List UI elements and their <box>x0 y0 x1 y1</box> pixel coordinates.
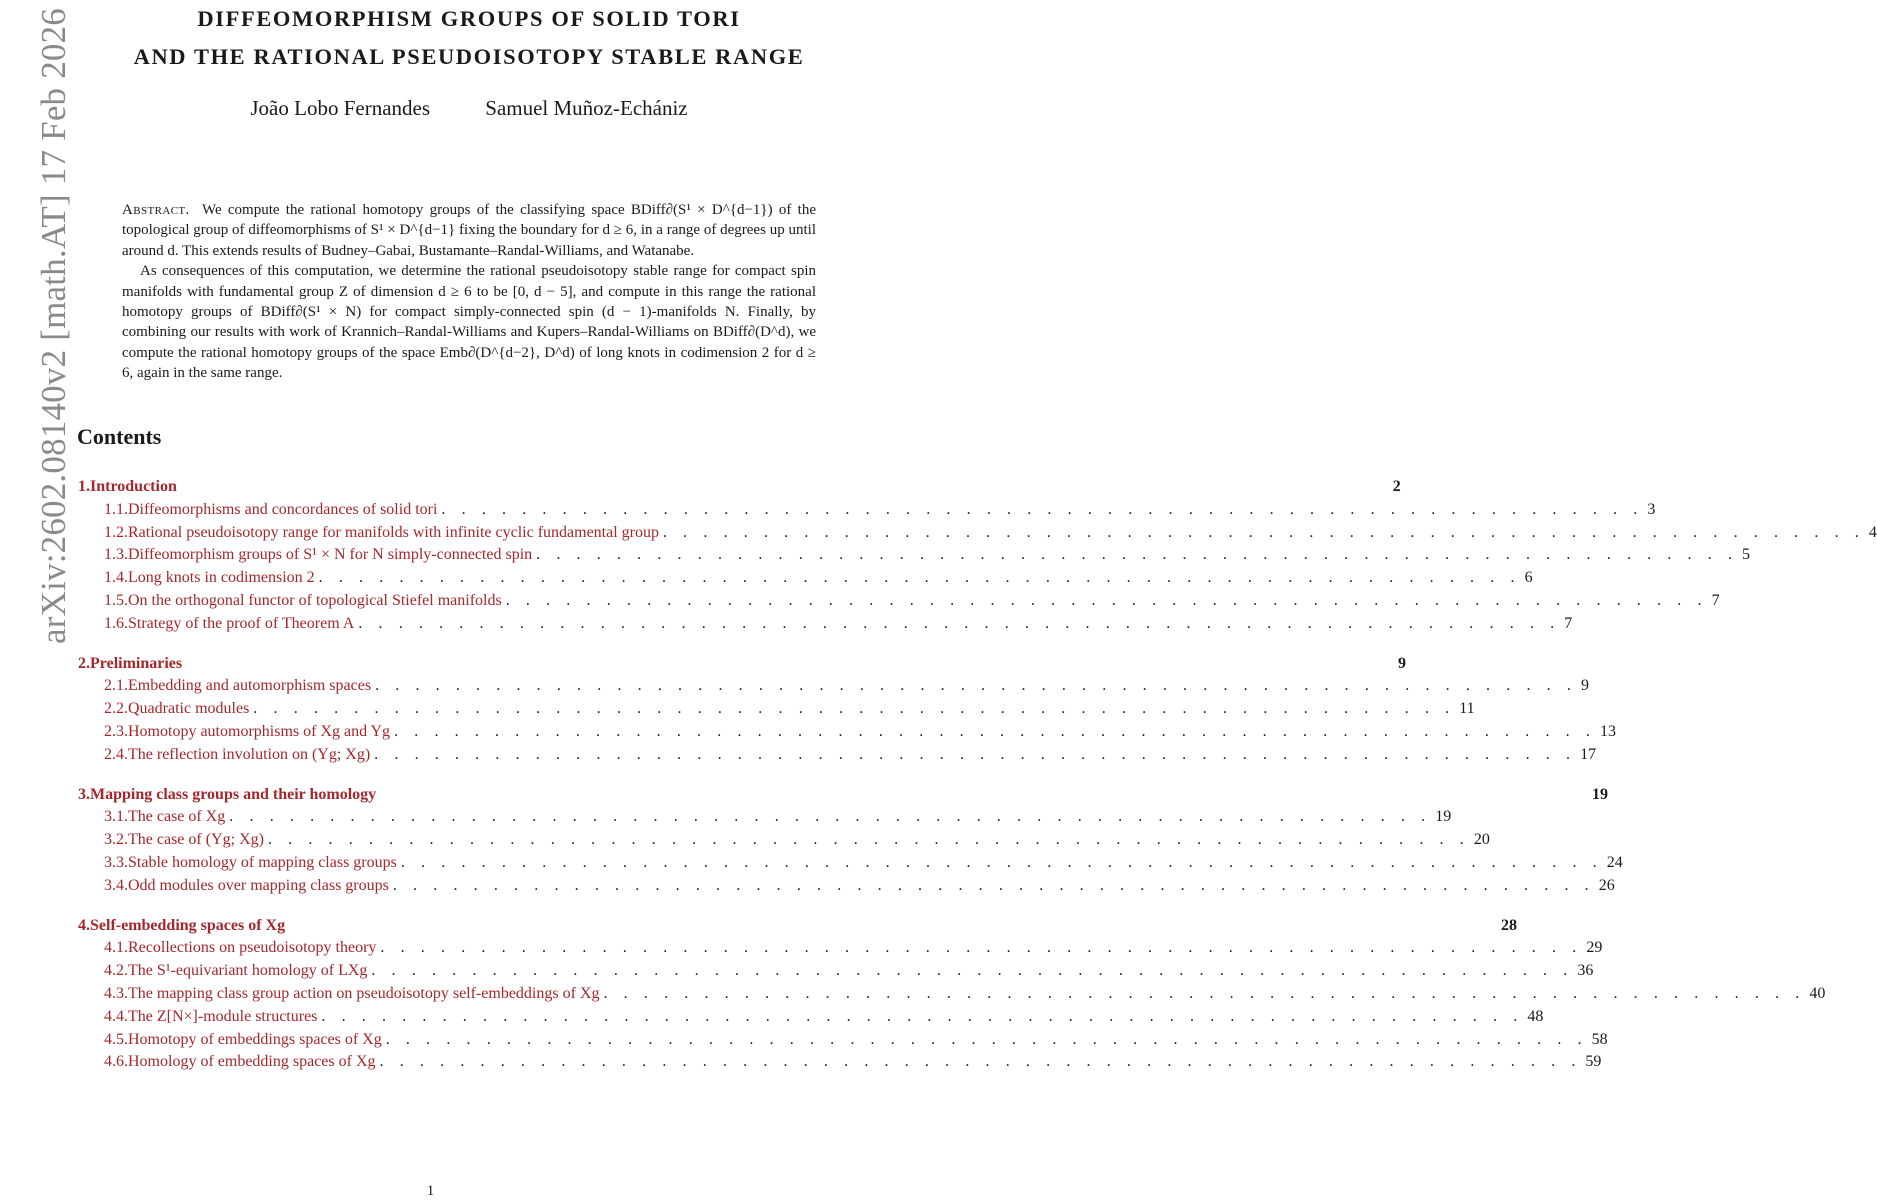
paper-title <box>70 0 868 76</box>
toc-subsection-entry[interactable] <box>78 591 1720 615</box>
toc-entry-title[interactable]: On the orthogonal functor of topological Stiefel manifolds <box>128 591 502 609</box>
toc-section-entry[interactable] <box>78 785 1609 809</box>
toc-entry-title[interactable]: Embedding and automorphism spaces <box>128 677 372 695</box>
toc-section <box>78 478 1877 638</box>
toc-entry-page: 48 <box>1527 1007 1544 1025</box>
page-number: 1 <box>426 1183 435 1199</box>
toc-subsection-entry[interactable] <box>78 745 1597 769</box>
toc-entry-page: 6 <box>1524 569 1533 587</box>
toc-entry-number: 1.1. <box>104 500 128 518</box>
toc-entry-title[interactable]: The mapping class group action on pseudoisotopy self-embeddings of Xg <box>128 984 600 1002</box>
toc-entry-number: 4.1. <box>104 939 128 957</box>
toc-entry-page: 20 <box>1473 831 1490 849</box>
toc-leader-dots: . . . . . . . . . . . . . . . . . . . . . . . . . . . . . . . . . . . . . . . . . . . . . . . . . . . . . . . . . . . . <box>603 984 1806 1002</box>
toc-entry-title[interactable]: The case of Xg <box>128 808 226 826</box>
toc-entry-page: 24 <box>1606 853 1623 871</box>
toc-entry-page: 19 <box>1435 808 1452 826</box>
toc-entry-page: 28 <box>1501 916 1518 934</box>
toc-section <box>78 654 1616 769</box>
toc-subsection-entry[interactable] <box>78 1007 1544 1031</box>
toc-entry-page: 3 <box>1647 500 1656 518</box>
toc-entry-page: 29 <box>1586 939 1603 957</box>
toc-subsection-entry[interactable] <box>78 614 1573 638</box>
toc-leader-dots: . . . . . . . . . . . . . . . . . . . . . . . . . . . . . . . . . . . . . . . . . . . . . . . . . . . . . . . . . . . . <box>375 677 1577 695</box>
author-1: João Lobo Fernandes <box>250 96 431 120</box>
toc-subsection-entry[interactable] <box>78 500 1656 524</box>
toc-entry-page: 36 <box>1577 962 1594 980</box>
toc-entry-title[interactable]: Homology of embedding spaces of Xg <box>128 1053 376 1071</box>
toc-entry-number: 3.1. <box>104 808 128 826</box>
toc-leader-dots: . . . . . . . . . . . . . . . . . . . . . . . . . . . . . . . . . . . . . . . . . . . . . . . . . . . . . . . . . . . . <box>371 962 1574 980</box>
toc-subsection-entry[interactable] <box>78 853 1623 877</box>
toc-leader-dots: . . . . . . . . . . . . . . . . . . . . . . . . . . . . . . . . . . . . . . . . . . . . . . . . . . . . . . . . . . . . <box>374 745 1577 763</box>
toc-leader-dots: . . . . . . . . . . . . . . . . . . . . . . . . . . . . . . . . . . . . . . . . . . . . . . . . . . . . . . . . . . . . <box>400 853 1603 871</box>
toc-entry-number: 4.3. <box>104 984 128 1002</box>
title-line-1: DIFFEOMORPHISM GROUPS OF SOLID TORI <box>197 6 741 31</box>
table-of-contents <box>78 478 1877 1093</box>
toc-entry-page: 58 <box>1591 1030 1608 1048</box>
toc-entry-title[interactable]: Self-embedding spaces of Xg <box>90 916 286 934</box>
toc-entry-page: 9 <box>1398 654 1407 672</box>
toc-leader-dots: . . . . . . . . . . . . . . . . . . . . . . . . . . . . . . . . . . . . . . . . . . . . . . . . . . . . . . . . . . . . <box>253 700 1456 718</box>
toc-entry-title[interactable]: Recollections on pseudoisotopy theory <box>128 939 377 957</box>
toc-section-entry[interactable] <box>78 654 1407 678</box>
toc-section-entry[interactable] <box>78 478 1401 501</box>
toc-entry-number: 2.3. <box>104 722 128 740</box>
authors <box>70 96 868 121</box>
toc-subsection-entry[interactable] <box>78 962 1594 985</box>
toc-section <box>78 916 1826 1077</box>
toc-entry-title[interactable]: Introduction <box>90 478 177 495</box>
toc-leader-dots: . . . . . . . . . . . . . . . . . . . . . . . . . . . . . . . . . . . . . . . . . . . . . . . . . . . . . . . . . . . . <box>380 939 1583 957</box>
toc-subsection-entry[interactable] <box>78 831 1490 854</box>
toc-subsection-entry[interactable] <box>78 984 1826 1008</box>
toc-entry-number: 1.5. <box>104 591 128 609</box>
toc-subsection-entry[interactable] <box>78 1030 1608 1054</box>
toc-entry-title[interactable]: Long knots in codimension 2 <box>128 569 315 587</box>
toc-entry-number: 1. <box>78 478 90 495</box>
toc-entry-number: 3.4. <box>104 876 128 894</box>
toc-entry-title[interactable]: Diffeomorphism groups of S¹ × N for N simply-connected spin <box>128 546 533 564</box>
toc-entry-number: 3.2. <box>104 831 128 849</box>
toc-subsection-entry[interactable] <box>78 722 1616 746</box>
toc-entry-number: 3.3. <box>104 853 128 871</box>
toc-leader-dots: . . . . . . . . . . . . . . . . . . . . . . . . . . . . . . . . . . . . . . . . . . . . . . . . . . . . . . . . . . . . <box>392 876 1595 894</box>
abstract-paragraph-1 <box>122 200 816 261</box>
toc-entry-page: 7 <box>1564 614 1573 632</box>
toc-entry-title[interactable]: Homotopy of embeddings spaces of Xg <box>128 1030 382 1048</box>
arxiv-id-text: arXiv:2602.08140v2 [math.AT] 17 Feb 2026 <box>34 8 73 644</box>
toc-subsection-entry[interactable] <box>78 876 1615 900</box>
toc-entry-number: 3. <box>78 785 90 803</box>
toc-leader-dots: . . . . . . . . . . . . . . . . . . . . . . . . . . . . . . . . . . . . . . . . . . . . . . . . . . . . . . . . . . . . <box>662 523 1865 541</box>
toc-section-entry[interactable] <box>78 916 1518 940</box>
toc-leader-dots: . . . . . . . . . . . . . . . . . . . . . . . . . . . . . . . . . . . . . . . . . . . . . . . . . . . . . . . . . . . . <box>441 500 1644 518</box>
toc-entry-number: 2.4. <box>104 745 128 763</box>
toc-entry-page: 4 <box>1868 523 1877 541</box>
toc-subsection-entry[interactable] <box>78 808 1452 831</box>
toc-leader-dots: . . . . . . . . . . . . . . . . . . . . . . . . . . . . . . . . . . . . . . . . . . . . . . . . . . . . . . . . . . . . <box>321 1007 1524 1025</box>
toc-entry-page: 11 <box>1459 700 1475 718</box>
toc-entry-number: 4. <box>78 916 90 934</box>
toc-entry-number: 1.6. <box>104 614 128 632</box>
arxiv-identifier <box>0 0 73 800</box>
toc-leader-dots: . . . . . . . . . . . . . . . . . . . . . . . . . . . . . . . . . . . . . . . . . . . . . . . . . . . . . . . . . . . . <box>536 546 1739 564</box>
abstract <box>122 200 816 384</box>
abstract-text-1: We compute the rational homotopy groups of the classifying space BDiff∂(S¹ × D^{d−1}) of the topological group of diffeomorphisms of S¹ × D^{d−1} fixing the boundary for d ≥ 6, in a range of degrees up until around d. This extends results of Budney–Gabai, Bustamante–Randal-Williams, and Watanabe. <box>122 202 816 259</box>
toc-entry-title[interactable]: Stable homology of mapping class groups <box>128 853 397 871</box>
toc-entry-number: 4.2. <box>104 962 128 980</box>
toc-leader-dots: . . . . . . . . . . . . . . . . . . . . . . . . . . . . . . . . . . . . . . . . . . . . . . . . . . . . . . . . . . . . <box>358 614 1561 632</box>
author-2: Samuel Muñoz-Echániz <box>485 96 688 120</box>
toc-entry-title[interactable]: The reflection involution on (Yg; Xg) <box>128 745 371 763</box>
toc-entry-page: 26 <box>1598 876 1615 894</box>
toc-entry-number: 4.6. <box>104 1053 128 1071</box>
toc-entry-title[interactable]: Quadratic modules <box>128 700 250 718</box>
toc-subsection-entry[interactable] <box>78 523 1877 547</box>
toc-entry-title[interactable]: Preliminaries <box>90 654 183 672</box>
toc-entry-page: 13 <box>1599 722 1616 740</box>
toc-entry-page: 59 <box>1585 1053 1602 1071</box>
toc-entry-page: 7 <box>1711 591 1720 609</box>
toc-entry-number: 1.2. <box>104 523 128 541</box>
toc-entry-title[interactable]: Odd modules over mapping class groups <box>128 876 389 894</box>
toc-entry-title[interactable]: The S¹-equivariant homology of LXg <box>128 962 368 980</box>
toc-entry-page: 40 <box>1809 984 1826 1002</box>
toc-entry-number: 2.2. <box>104 700 128 718</box>
toc-entry-title[interactable]: Rational pseudoisotopy range for manifolds with infinite cyclic fundamental group <box>128 523 659 541</box>
title-line-2: AND THE RATIONAL PSEUDOISOTOPY STABLE RANGE <box>133 44 805 69</box>
toc-entry-page: 17 <box>1580 745 1597 763</box>
toc-entry-number: 2.1. <box>104 677 128 695</box>
toc-entry-title[interactable]: Diffeomorphisms and concordances of solid tori <box>128 500 438 518</box>
toc-entry-page: 5 <box>1742 546 1751 564</box>
toc-entry-number: 1.4. <box>104 569 128 587</box>
toc-leader-dots: . . . . . . . . . . . . . . . . . . . . . . . . . . . . . . . . . . . . . . . . . . . . . . . . . . . . . . . . . . . . <box>379 1053 1582 1071</box>
toc-subsection-entry[interactable] <box>78 546 1751 569</box>
toc-entry-number: 1.3. <box>104 546 128 564</box>
toc-leader-dots: . . . . . . . . . . . . . . . . . . . . . . . . . . . . . . . . . . . . . . . . . . . . . . . . . . . . . . . . . . . . <box>229 808 1432 826</box>
toc-leader-dots: . . . . . . . . . . . . . . . . . . . . . . . . . . . . . . . . . . . . . . . . . . . . . . . . . . . . . . . . . . . . <box>394 722 1596 740</box>
toc-entry-title[interactable]: The case of (Yg; Xg) <box>128 831 264 849</box>
toc-entry-title[interactable]: Homotopy automorphisms of Xg and Yg <box>128 722 391 740</box>
toc-subsection-entry[interactable] <box>78 677 1589 700</box>
contents-heading: Contents <box>77 424 162 449</box>
toc-entry-page: 9 <box>1580 677 1589 695</box>
toc-entry-title[interactable]: Mapping class groups and their homology <box>90 785 377 803</box>
toc-subsection-entry[interactable] <box>78 700 1475 723</box>
toc-entry-number: 4.5. <box>104 1030 128 1048</box>
toc-leader-dots: . . . . . . . . . . . . . . . . . . . . . . . . . . . . . . . . . . . . . . . . . . . . . . . . . . . . . . . . . . . . <box>267 831 1470 849</box>
toc-subsection-entry[interactable] <box>78 1053 1602 1076</box>
toc-entry-page: 19 <box>1592 785 1609 803</box>
toc-leader-dots: . . . . . . . . . . . . . . . . . . . . . . . . . . . . . . . . . . . . . . . . . . . . . . . . . . . . . . . . . . . . <box>385 1030 1588 1048</box>
toc-leader-dots: . . . . . . . . . . . . . . . . . . . . . . . . . . . . . . . . . . . . . . . . . . . . . . . . . . . . . . . . . . . . <box>505 591 1708 609</box>
toc-subsection-entry[interactable] <box>78 939 1603 962</box>
toc-subsection-entry[interactable] <box>78 569 1533 592</box>
abstract-label: Abstract. <box>122 202 190 218</box>
toc-entry-number: 4.4. <box>104 1007 128 1025</box>
toc-section <box>78 785 1623 900</box>
toc-entry-title[interactable]: Strategy of the proof of Theorem A <box>128 614 355 632</box>
abstract-paragraph-2: As consequences of this computation, we determine the rational pseudoisotopy stable range for compact spin manifolds with fundamental group Z of dimension d ≥ 6 to be [0, d − 5], and compute in this range the rational homotopy groups of BDiff∂(S¹ × N) for compact simply-connected spin (d − 1)-manifolds N. Finally, by combining our results with work of Krannich–Randal-Williams and Kupers–Randal-Williams on BDiff∂(D^d), we compute the rational homotopy groups of the space Emb∂(D^{d−2}, D^d) of long knots in codimension 2 for d ≥ 6, again in the same range. <box>122 263 816 382</box>
toc-entry-title[interactable]: The Z[N×]-module structures <box>128 1007 318 1025</box>
toc-leader-dots: . . . . . . . . . . . . . . . . . . . . . . . . . . . . . . . . . . . . . . . . . . . . . . . . . . . . . . . . . . . . <box>318 569 1521 587</box>
toc-entry-page: 2 <box>1392 478 1401 495</box>
toc-entry-number: 2. <box>78 654 90 672</box>
